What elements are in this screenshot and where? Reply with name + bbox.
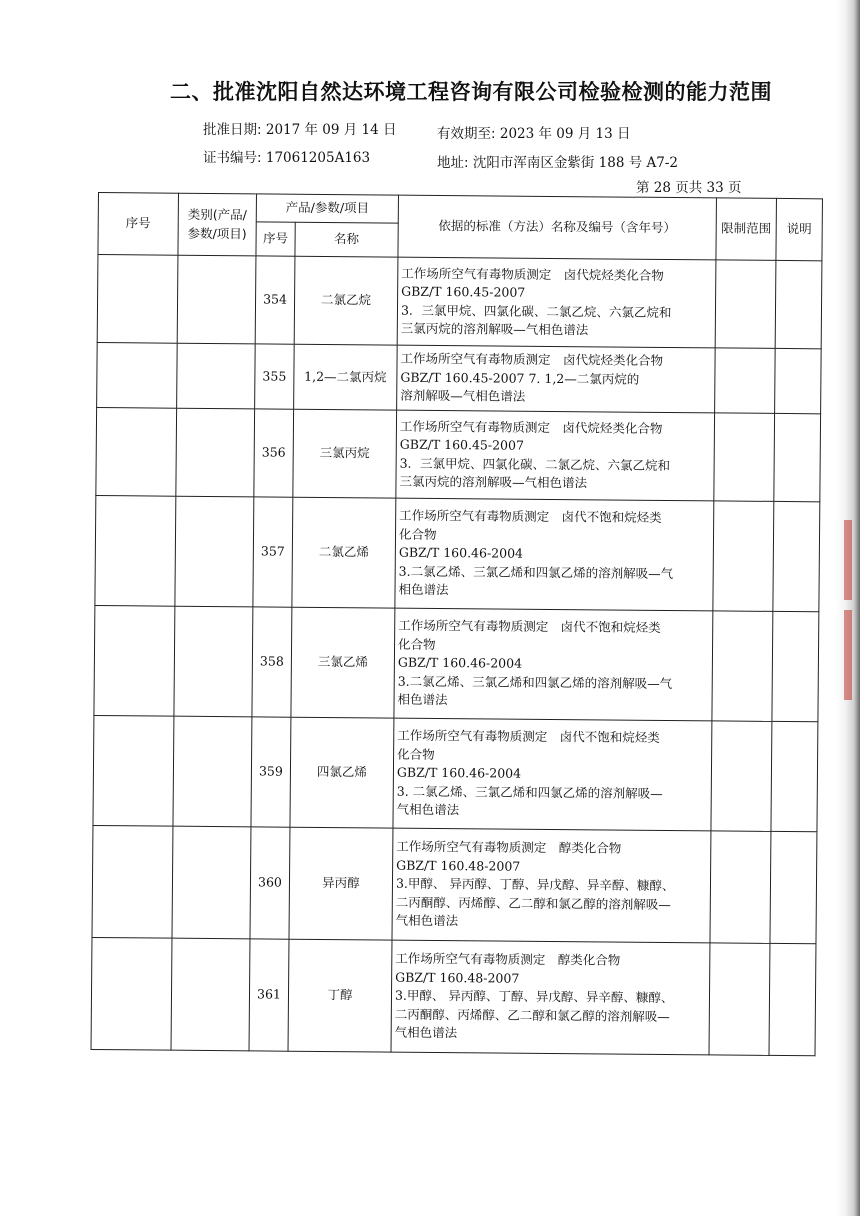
standard-line: GBZ/T 160.45-2007 (401, 283, 526, 300)
standard-line: 化合物 (398, 636, 436, 652)
standard-line: 3.二氯乙烯、三氯乙烯和四氯乙烯的溶剂解吸—气 (398, 563, 674, 581)
header-limit: 限制范围 (716, 198, 777, 261)
table-row (91, 937, 816, 1055)
standard-line: 工作场所空气有毒物质测定 卤代烷烃类化合物 (400, 350, 664, 369)
standard-line: 3. 二氯乙烯、三氯乙烯和四氯乙烯的溶剂解吸— (396, 783, 663, 801)
limit-cell (715, 348, 776, 414)
standard-cell (391, 940, 710, 1055)
header-sub-name: 名称 (295, 222, 398, 257)
scan-edge-shadow (836, 0, 860, 1216)
seq-cell (93, 715, 174, 826)
item-name: 三氯丙烷 (293, 409, 397, 498)
table-row (93, 715, 818, 831)
category-cell (173, 716, 252, 827)
standard-line: GBZ/T 160.46-2004 (397, 654, 523, 671)
item-number: 357 (253, 497, 293, 607)
standard-line: 3．三氯甲烷、四氯化碳、二氯乙烷、六氯乙烷和 (400, 302, 672, 320)
standard-line: 3.甲醇、 异丙醇、丁醇、异戊醇、异辛醇、糠醇、 (394, 987, 674, 1006)
item-name: 三氯乙烯 (291, 607, 395, 718)
category-cell (176, 408, 255, 497)
seq-cell (95, 495, 176, 606)
item-name: 二氯乙烷 (294, 256, 398, 345)
category-cell (177, 255, 256, 344)
limit-cell (715, 260, 776, 349)
standard-cell (397, 345, 716, 413)
note-cell (774, 413, 821, 501)
item-number: 359 (251, 717, 291, 827)
standard-line: 气相色谱法 (394, 1024, 458, 1041)
scan-edge-mark (844, 520, 852, 600)
scan-edge-mark (844, 610, 852, 700)
item-name: 异丙醇 (289, 827, 393, 940)
category-cell (175, 496, 254, 607)
page-title: 二、批准沈阳自然达环境工程咨询有限公司检验检测的能力范围 (170, 80, 772, 104)
seq-cell (97, 342, 178, 408)
standard-cell (396, 410, 715, 501)
cert-number (203, 146, 370, 166)
seq-cell (94, 605, 175, 716)
note-cell (770, 831, 817, 943)
page-info: 第 28 页共 33 页 (636, 180, 742, 196)
seq-cell (92, 825, 173, 938)
table-row (97, 255, 822, 349)
standard-line: 气相色谱法 (395, 912, 459, 929)
category-cell (177, 343, 256, 409)
approve-date-value: 2017 年 09 月 14 日 (265, 122, 397, 138)
item-number: 355 (255, 344, 295, 409)
limit-cell (711, 721, 772, 832)
standard-line: 工作场所空气有毒物质测定 卤代不饱和烷烃类 (398, 617, 661, 636)
limit-cell (713, 501, 774, 612)
standard-line: 化合物 (397, 746, 435, 762)
header-product-group: 产品/参数/项目 (256, 194, 398, 223)
standard-line: 工作场所空气有毒物质测定 醇类化合物 (395, 950, 621, 968)
valid-date-value: 2023 年 09 月 13 日 (499, 126, 631, 142)
standard-line: 气相色谱法 (396, 801, 460, 818)
address-value: 沈阳市浑南区金紫街 188 号 A7-2 (472, 155, 678, 171)
standard-line: GBZ/T 160.45-2007 7. 1,2—二氯丙烷的 (400, 369, 640, 387)
cert-number-value: 17061205A163 (265, 150, 371, 166)
header-sub-seq: 序号 (256, 222, 295, 256)
standard-line: 二丙酮醇、丙烯醇、乙二醇和氯乙醇的溶剂解吸— (395, 894, 671, 912)
standard-cell (397, 257, 716, 348)
table-row (95, 495, 820, 611)
cert-number-label: 证书编号: (203, 150, 262, 166)
standard-cell (394, 608, 713, 721)
table-row (97, 342, 822, 413)
standard-line: GBZ/T 160.46-2004 (398, 544, 524, 561)
standard-line: 溶剂解吸—气相色谱法 (400, 387, 526, 404)
note-cell (775, 260, 822, 348)
table-row (94, 605, 819, 721)
category-cell (172, 826, 251, 939)
standard-line: GBZ/T 160.46-2004 (396, 764, 522, 781)
valid-date (437, 122, 631, 142)
standard-cell (392, 828, 711, 943)
standard-line: 工作场所空气有毒物质测定 卤代不饱和烷烃类 (397, 727, 660, 746)
standard-cell (393, 718, 712, 831)
standard-line: 相色谱法 (397, 691, 448, 708)
table-row (96, 407, 821, 501)
item-name: 1,2—二氯丙烷 (294, 344, 398, 410)
item-number: 361 (249, 939, 289, 1051)
standard-line: 二丙酮醇、丙烯醇、乙二醇和氯乙醇的溶剂解吸— (394, 1006, 670, 1024)
limit-cell (712, 611, 773, 722)
standard-line: 3.二氯乙烯、三氯乙烯和四氯乙烯的溶剂解吸—气 (397, 673, 673, 691)
header-note: 说明 (776, 198, 823, 260)
item-number: 356 (254, 409, 294, 497)
address-label: 地址: (437, 155, 469, 171)
standard-line: 工作场所空气有毒物质测定 卤代不饱和烷烃类 (399, 507, 662, 526)
approve-date (203, 118, 397, 138)
header-category: 类别(产品/参数/项目) (178, 193, 257, 256)
header-seq: 序号 (98, 193, 179, 256)
standard-line: 3．三氯甲烷、四氯化碳、二氯乙烷、六氯乙烷和 (399, 455, 671, 473)
seq-cell (96, 407, 177, 496)
standard-line: 工作场所空气有毒物质测定 醇类化合物 (396, 838, 622, 856)
standard-line: 3.甲醇、 异丙醇、丁醇、异戊醇、异辛醇、糠醇、 (395, 875, 675, 894)
limit-cell (710, 831, 771, 944)
category-cell (171, 938, 250, 1051)
address (437, 151, 678, 171)
table-row (92, 825, 817, 943)
standard-line: 化合物 (398, 526, 437, 542)
standard-line: GBZ/T 160.48-2007 (396, 857, 521, 874)
seq-cell (91, 937, 172, 1050)
standard-line: GBZ/T 160.48-2007 (395, 969, 520, 986)
item-number: 360 (250, 827, 290, 939)
note-cell (772, 611, 819, 721)
item-name: 丁醇 (288, 939, 392, 1052)
standard-line: 相色谱法 (398, 581, 449, 598)
note-cell (771, 721, 818, 831)
note-cell (773, 501, 820, 611)
capability-table (91, 192, 823, 1056)
limit-cell (714, 413, 775, 502)
standard-line: 三氯丙烷的溶剂解吸—气相色谱法 (400, 320, 589, 338)
category-cell (174, 606, 253, 717)
standard-line: 工作场所空气有毒物质测定 卤代烷烃类化合物 (401, 265, 664, 283)
note-cell (775, 348, 822, 413)
item-number: 358 (252, 607, 292, 717)
standard-line: 工作场所空气有毒物质测定 卤代烷烃类化合物 (399, 418, 663, 436)
item-name: 二氯乙烯 (292, 497, 396, 608)
standard-line: GBZ/T 160.45-2007 (399, 436, 525, 453)
item-name: 四氯乙烯 (290, 717, 394, 828)
header-standard: 依据的标准（方法）名称及编号（含年号） (398, 195, 717, 260)
approve-date-label: 批准日期: (203, 122, 262, 138)
item-number: 354 (255, 256, 295, 344)
seq-cell (97, 255, 178, 344)
standard-line: 三氯丙烷的溶剂解吸—气相色谱法 (399, 473, 588, 491)
note-cell (769, 943, 816, 1055)
valid-date-label: 有效期至: (437, 126, 496, 142)
standard-cell (395, 498, 714, 611)
limit-cell (709, 943, 770, 1056)
